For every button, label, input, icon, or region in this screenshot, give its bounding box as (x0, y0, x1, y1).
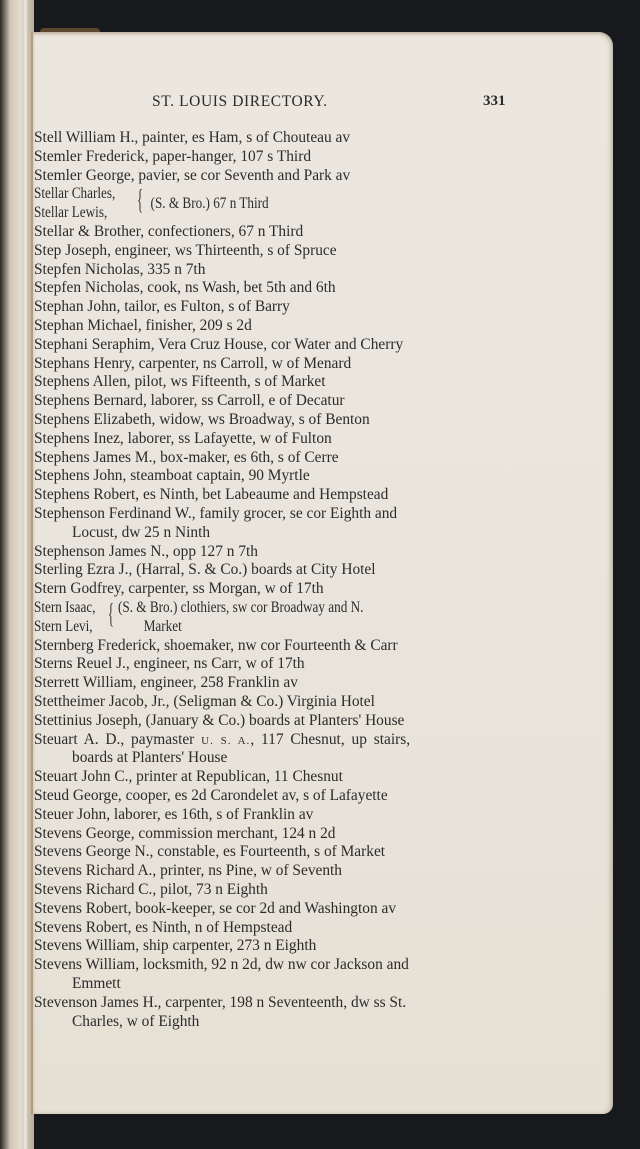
entry-abbreviation: U. S. A. (201, 734, 251, 747)
directory-entry: Stepfen Nicholas, cook, ns Wash, bet 5th and 6th (34, 279, 336, 297)
directory-entry: Stevens George, commission merchant, 124 n 2d (34, 824, 336, 842)
directory-entry: Steud George, cooper, es 2d Carondelet av, s of Lafayette (34, 787, 388, 804)
directory-page (33, 32, 613, 1114)
directory-entry: Stettheimer Jacob, Jr., (Seligman & Co.) Virginia Hotel (34, 693, 375, 710)
entry-name: Stellar Charles, (34, 185, 116, 203)
adjacent-page-edge (0, 0, 34, 1149)
entry-name: Stern Isaac, (34, 599, 96, 616)
directory-entry: Stevenson James H., carpenter, 198 n Seventeenth, dw ss St. (34, 993, 407, 1011)
directory-entry: Stephens Allen, pilot, ws Fifteenth, s of Market (34, 373, 326, 391)
gutter-line (31, 32, 33, 1114)
directory-entry: Sternberg Frederick, shoemaker, nw cor Fourteenth & Carr (34, 636, 398, 654)
shared-entry-continuation: Market (143, 617, 182, 635)
entry-continuation: boards at Planters' House (72, 749, 228, 767)
directory-entry: Stern Godfrey, carpenter, ss Morgan, w of 17th (34, 580, 324, 598)
binding-strip (24, 0, 27, 1149)
directory-entry: Sterling Ezra J., (Harral, S. & Co.) boards at City Hotel (34, 561, 376, 579)
running-header (33, 90, 613, 114)
brace-mark: { (107, 599, 115, 630)
directory-entry: Stephens James M., box-maker, es 6th, s of Cerre (34, 448, 339, 466)
directory-entry: Stephens Bernard, laborer, ss Carroll, e of Decatur (34, 392, 345, 410)
directory-entry: Stevens Robert, es Ninth, n of Hempstead (34, 918, 293, 936)
directory-entry: Stevens Richard C., pilot, 73 n Eighth (34, 881, 268, 898)
grouped-entry (34, 598, 514, 636)
directory-entry: Stettinius Joseph, (January & Co.) boards at Planters' House (34, 711, 405, 729)
brace-mark: { (136, 185, 144, 217)
page-number: 331 (483, 93, 506, 109)
directory-entry: Stevens Richard A., printer, ns Pine, w of Seventh (34, 862, 343, 880)
directory-entry: Stemler George, pavier, se cor Seventh and Park av (34, 166, 351, 184)
directory-entry: Stephens John, steamboat captain, 90 Myrtle (34, 467, 310, 485)
directory-entry: Stephenson Ferdinand W., family grocer, se cor Eighth and (34, 505, 398, 522)
directory-entry: Steuart John C., printer at Republican, 11 Chesnut (34, 768, 343, 786)
page-title: ST. LOUIS DIRECTORY. (152, 93, 328, 110)
directory-entry: Step Joseph, engineer, ws Thirteenth, s of Spruce (34, 241, 337, 259)
directory-entry: Stephan Michael, finisher, 209 s 2d (34, 317, 252, 334)
directory-entry: Stephan John, tailor, es Fulton, s of Barry (34, 298, 290, 316)
directory-entry: Stevens William, locksmith, 92 n 2d, dw nw cor Jackson and (34, 956, 409, 974)
shared-entry-text: (S. & Bro.) 67 n Third (150, 194, 269, 212)
directory-entry: Stevens Robert, book-keeper, se cor 2d and Washington av (34, 899, 397, 917)
directory-entry: Stephans Henry, carpenter, ns Carroll, w of Menard (34, 354, 352, 372)
entry-continuation: Charles, w of Eighth (72, 1012, 200, 1030)
directory-entry: Stephani Seraphim, Vera Cruz House, cor Water and Cherry (34, 335, 404, 353)
directory-entry: Stepfen Nicholas, 335 n 7th (34, 260, 206, 278)
directory-entry: Stevens William, ship carpenter, 273 n Eighth (34, 937, 317, 955)
directory-entry: Sterns Reuel J., engineer, ns Carr, w of 17th (34, 655, 305, 673)
directory-entry: Stephens Elizabeth, widow, ws Broadway, s of Benton (34, 411, 370, 428)
shared-entry-text: (S. & Bro.) clothiers, sw cor Broadway and N. (117, 599, 364, 616)
directory-entry: Stell William H., painter, es Ham, s of Chouteau av (34, 129, 351, 146)
grouped-entry (34, 184, 514, 222)
entry-name: Stellar Lewis, (34, 204, 108, 222)
entry-continuation: Locust, dw 25 n Ninth (72, 523, 211, 541)
directory-entry: Stemler Frederick, paper-hanger, 107 s Third (34, 147, 312, 165)
directory-entry: Stephens Robert, es Ninth, bet Labeaume and Hempstead (34, 486, 389, 504)
directory-entry: Stephenson James N., opp 127 n 7th (34, 542, 259, 560)
directory-entry: Steuer John, laborer, es 16th, s of Franklin av (34, 805, 314, 823)
entry-text: , 117 Chesnut, up stairs, (250, 730, 411, 748)
directory-entry: Stevens George N., constable, es Fourteenth, s of Market (34, 843, 386, 861)
directory-entry: Sterrett William, engineer, 258 Franklin av (34, 674, 298, 692)
directory-entry: Stephens Inez, laborer, ss Lafayette, w of Fulton (34, 429, 332, 447)
entry-continuation: Emmett (72, 975, 121, 992)
entry-text: Steuart A. D., paymaster (34, 730, 202, 748)
entry-name: Stern Levi, (34, 617, 93, 635)
directory-entry: Stellar & Brother, confectioners, 67 n Third (34, 223, 304, 240)
